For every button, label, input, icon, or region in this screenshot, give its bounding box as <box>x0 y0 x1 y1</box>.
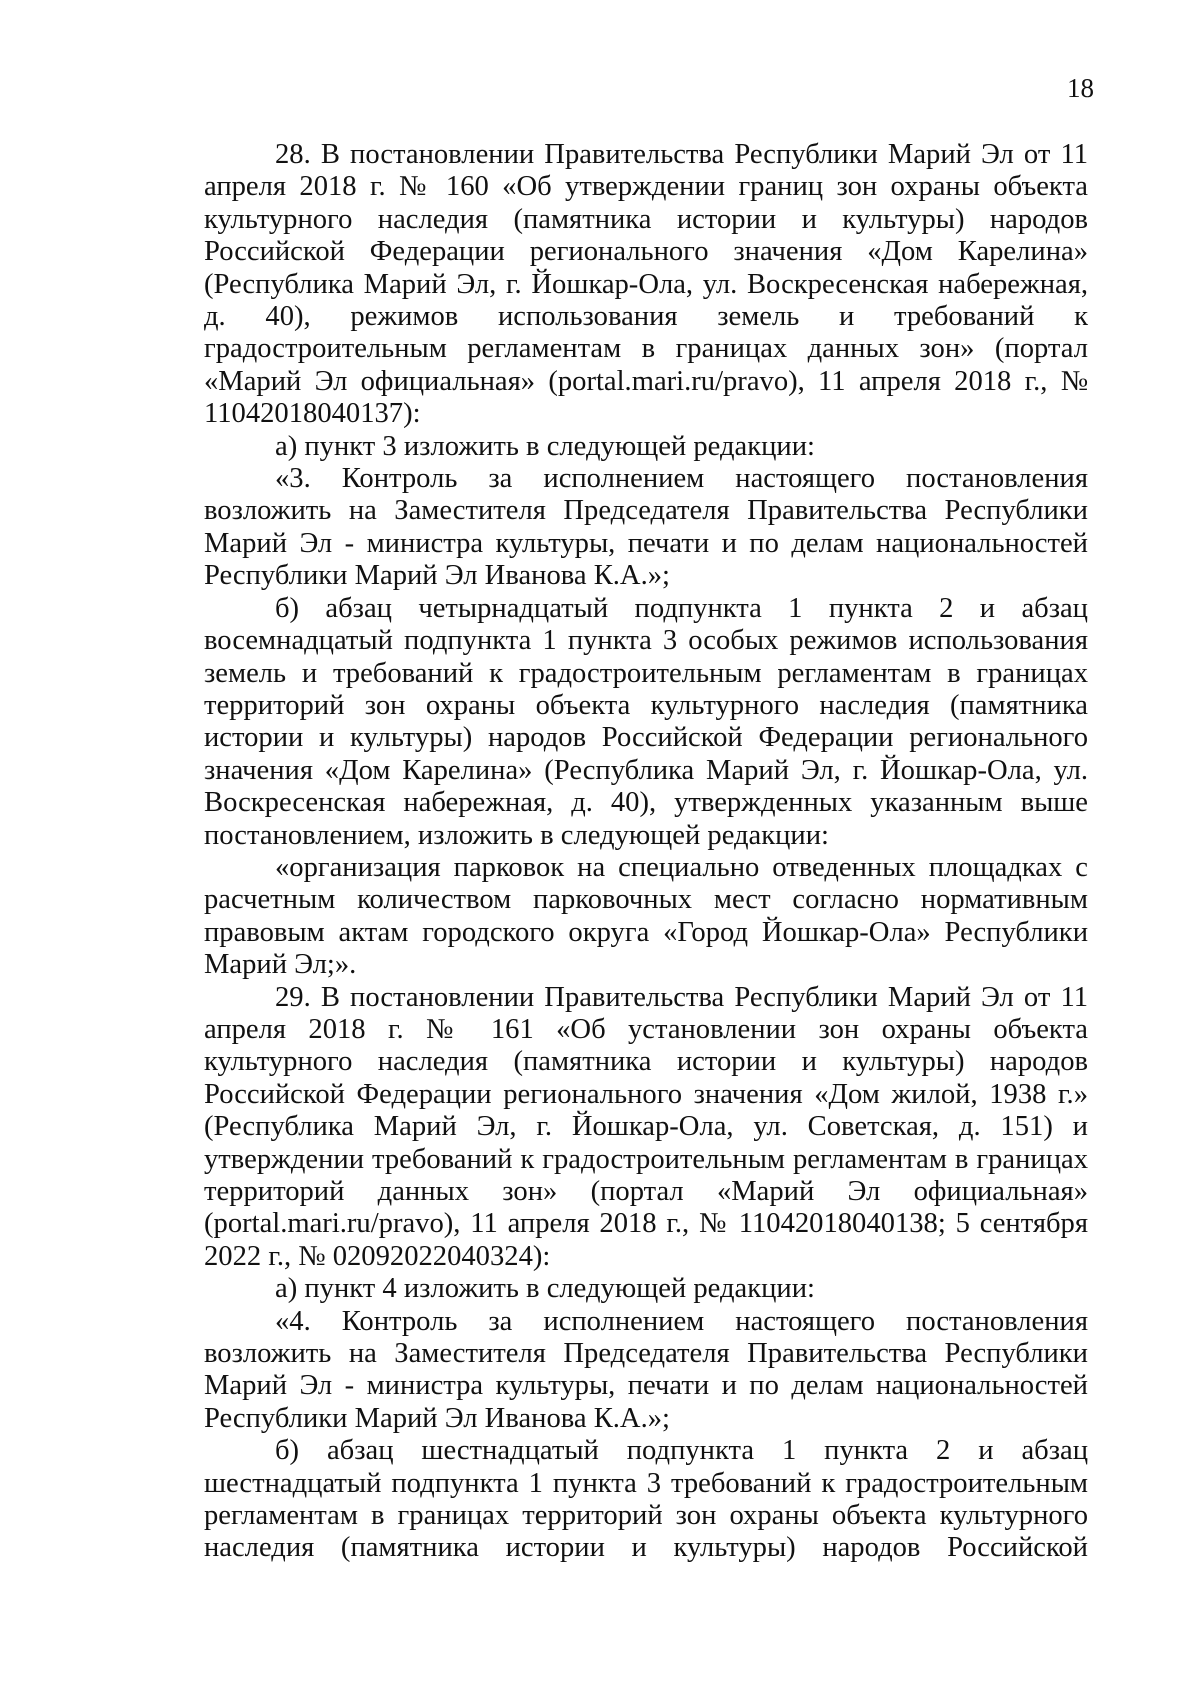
paragraph-subitem-b: б) абзац четырнадцатый подпункта 1 пункта 2 и абзац восемнадцатый подпункта 1 пункта 3 особых режимов использования земель и требований к градостроительным регламентам в границах территорий зон охраны объекта культурного наследия (памятника истории и культуры) народов Российской Федерации регионального значения «Дом Карелина» (Республика Марий Эл, г. Йошкар-Ола, ул. Воскресенская набережная, д. 40), утвержденных указанным выше постановлением, изложить в следующей редакции: <box>204 592 1088 851</box>
paragraph-subitem-b-2: б) абзац шестнадцатый подпункта 1 пункта 2 и абзац шестнадцатый подпункта 1 пункта 3 требований к градостроительным регламентам в границах территорий зон охраны объекта культурного наследия (памятника истории и культуры) народов Российской <box>204 1435 1088 1564</box>
paragraph-item-28: 28. В постановлении Правительства Республики Марий Эл от 11 апреля 2018 г. № 160 «Об утверждении границ зон охраны объекта культурного наследия (памятника истории и культуры) народов Российской Федерации регионального значения «Дом Карелина» (Республика Марий Эл, г. Йошкар-Ола, ул. Воскресенская набережная, д. 40), режимов использования земель и требований к градостроительным регламентам в границах данных зон» (портал «Марий Эл официальная» (portal.mari.ru/pravo), 11 апреля 2018 г., № 11042018040137): <box>204 139 1088 430</box>
paragraph-quote-parking: «организация парковок на специально отведенных площадках с расчетным количеством парковочных мест согласно нормативным правовым актам городского округа «Город Йошкар-Ола» Республики Марий Эл;». <box>204 851 1088 981</box>
paragraph-quote-control-2: «4. Контроль за исполнением настоящего постановления возложить на Заместителя Председателя Правительства Республики Марий Эл - министра культуры, печати и по делам национальностей Республики Марий Эл Иванова К.А.»; <box>204 1305 1088 1434</box>
paragraph-quote-control: «3. Контроль за исполнением настоящего постановления возложить на Заместителя Председателя Правительства Республики Марий Эл - министра культуры, печати и по делам национальностей Республики Марий Эл Иванова К.А.»; <box>204 463 1088 592</box>
paragraph-subitem-a: а) пункт 3 изложить в следующей редакции: <box>275 430 815 462</box>
paragraph-subitem-a-2: а) пункт 4 изложить в следующей редакции: <box>275 1273 815 1305</box>
paragraph-item-29: 29. В постановлении Правительства Республики Марий Эл от 11 апреля 2018 г. № 161 «Об установлении зон охраны объекта культурного наследия (памятника истории и культуры) народов Российской Федерации регионального значения «Дом жилой, 1938 г.» (Республика Марий Эл, г. Йошкар-Ола, ул. Советская, д. 151) и утверждении требований к градостроительным регламентам в границах территорий данных зон» (портал «Марий Эл официальная» (portal.mari.ru/pravo), 11 апреля 2018 г., № 11042018040138; 5 сентября 2022 г., № 02092022040324): <box>204 981 1088 1272</box>
document-body <box>204 139 1088 1565</box>
page-number: 18 <box>1067 73 1094 103</box>
